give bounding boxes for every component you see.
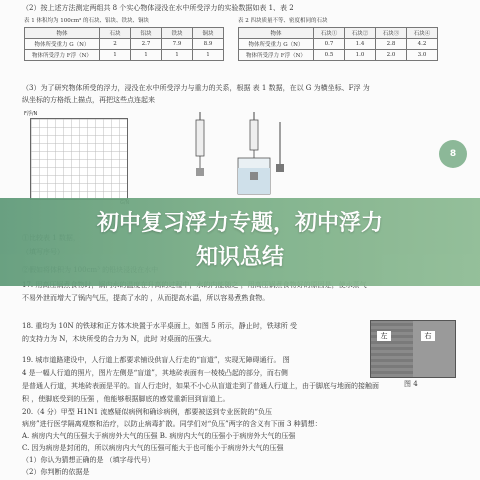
table1-row-buoyancy (25, 50, 224, 61)
photo-left-label: 左 (377, 331, 391, 341)
question-18-line1: 18. 重均为 10N 的铁球和正方体木块置于水平桌面上，如图 5 所示，静止时，铁球所 受 (22, 322, 297, 330)
table1-cell: 2.7 (131, 39, 162, 50)
table2-cell: 0.7 (314, 39, 345, 50)
table2 (238, 27, 438, 61)
table2-cell: 2.8 (376, 39, 407, 50)
table1-title: 表 1 体积均为 100cm³ 的石块、铝块、铁块、铜块 (24, 18, 149, 24)
q3-line1: （3）为了研究物体所受的浮力，浸没在水中所受浮力与重力的关系，根据 表 1 数据，在以 G 为横坐标、F浮 为 (22, 84, 370, 92)
table1 (24, 27, 224, 61)
banner-title-line1: 初中复习浮力专题，初中浮力 (96, 211, 383, 236)
table1-cell: 1 (131, 50, 162, 61)
banner-title-line2: 知识总结 (195, 245, 284, 270)
spring-scale-apparatus-illustration (180, 112, 300, 198)
table1-cell: 铜块 (193, 28, 224, 39)
table2-row-header: 物体 (239, 28, 314, 39)
table2-cell: 石块③ (376, 28, 407, 39)
photo-right-label: 右 (421, 331, 435, 341)
table2-row-header: 物体所受重力 G（N） (239, 39, 314, 50)
table1-row-weight (25, 39, 224, 50)
table1-cell: 1 (193, 50, 224, 61)
table2-cell: 3.0 (407, 50, 438, 61)
table1-cell: 铁块 (162, 28, 193, 39)
question-20-line1: 20.（4 分）甲型 H1N1 流感疑似病例和确诊病例，都要被送到专业医院的“负压 (22, 408, 272, 416)
graph-paper (30, 118, 128, 200)
table1-cell: 1 (162, 50, 193, 61)
blind-path-photo (370, 320, 456, 378)
table2-row-object (239, 28, 438, 39)
table2-row-header: 物体所受浮力 F浮（N） (239, 50, 314, 61)
question-20-part1: （1）你认为猜想正确的是 （填字母代号） (22, 456, 155, 464)
table1-cell: 铝块 (131, 28, 162, 39)
question-20-part2: （2）你判断的依据是 (22, 468, 90, 476)
table2-row-buoyancy (239, 50, 438, 61)
table2-cell: 石块④ (407, 28, 438, 39)
table2-cell: 1.0 (345, 50, 376, 61)
question-19-line4: 积 ，使脚底受到的压强 ，他能够根据脚底的感觉重新回到盲道上。 (22, 395, 230, 403)
table2-cell: 石块① (314, 28, 345, 39)
table1-cell: 1 (100, 50, 131, 61)
table2-title: 表 2 四块质量不等、密度相同的石块 (238, 18, 328, 24)
table2-cell: 2.0 (376, 50, 407, 61)
table1-row-header: 物体所受重力 G（N） (25, 39, 100, 50)
table1-cell: 2 (100, 39, 131, 50)
question-20-line2: 病房”进行医学隔离观察和治疗，以防止病毒扩散。同学们对“负压”两字的含义有下面 3 种猜想： (22, 420, 322, 428)
q2-intro: （2）按上述方法测定两组共 8 个实心物体浸没在水中所受浮力的实验数据如表 1、表 2 (22, 4, 294, 12)
question-17-line2: 不易外泄而增大了锅内气压，提高了水的 ，从而提高水温，所以容易煮熟食物。 (22, 294, 270, 302)
question-19-line2: 4 是一幅人行道的照片，图片左侧是“盲道”，其地砖表面有一棱棱凸起的部分，而右侧 (22, 369, 288, 377)
figure-4-caption: 图 4 (404, 380, 418, 388)
graph-y-label: F浮/N (24, 111, 38, 117)
title-banner (0, 198, 480, 286)
table1-cell: 8.9 (193, 39, 224, 50)
page-number-badge: 8 (439, 140, 467, 168)
question-19-line3: 是普通人行道，其地砖表面是平的。盲人行走时，如果不小心从盲道走到了普通人行道上，由于脚底与地面的接触面 (22, 382, 379, 390)
table1-cell: 7.9 (162, 39, 193, 50)
question-18-line2: 的支持力为 N，木块所受的合力为 N，此时 对桌面的压强大。 (22, 335, 216, 343)
question-20-option-ab: A. 病房内大气的压强大于病房外大气的压强 B. 病房内大气的压强小于病房外大气的压强 (22, 432, 296, 440)
table2-cell: 4.2 (407, 39, 438, 50)
table2-cell: 石块② (345, 28, 376, 39)
table1-row-object (25, 28, 224, 39)
table2-cell: 1.4 (345, 39, 376, 50)
table2-cell: 0.5 (314, 50, 345, 61)
table1-row-header: 物体 (25, 28, 100, 39)
table1-cell: 石块 (100, 28, 131, 39)
question-20-option-c: C. 因为病房是封闭的，所以病房内大气的压强可能大于也可能小于病房外大气的压强 (22, 444, 284, 452)
table2-row-weight (239, 39, 438, 50)
question-19-line1: 19. 城市道路建设中，人行道上都要求铺设供盲人行走的“盲道”，实现无障碍通行。 图 (22, 356, 290, 364)
q3-line2: 纵坐标的方格纸上描点，再把这些点连起来 (22, 96, 155, 104)
table1-row-header: 物体所受浮力 F浮（N） (25, 50, 100, 61)
